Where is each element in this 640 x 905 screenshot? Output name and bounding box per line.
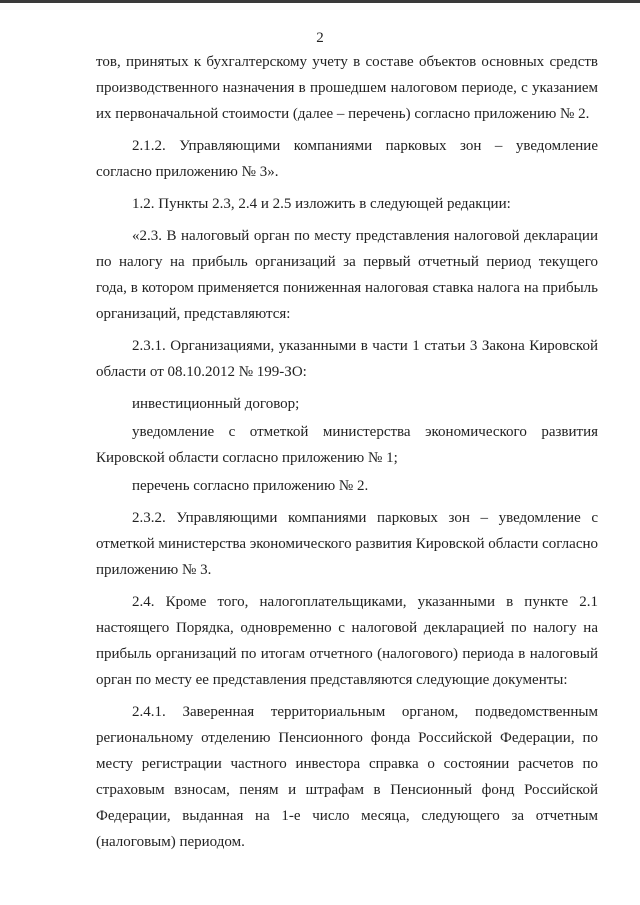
- paragraph-2-3: «2.3. В налоговый орган по месту представления налоговой декларации по налогу на прибыль организаций за первый отчетный период текущего года, в котором применяется пониженная налоговая ставка налога на прибыль организаций, представляются:: [96, 228, 598, 322]
- paragraph-1-2: 1.2. Пункты 2.3, 2.4 и 2.5 изложить в следующей редакции:: [132, 196, 511, 212]
- list-item-notification: уведомление с отметкой министерства экономического развития Кировской области согласно приложению № 1;: [96, 424, 598, 466]
- paragraph-2-4: 2.4. Кроме того, налогоплательщиками, указанными в пункте 2.1 настоящего Порядка, одновременно с налоговой декларацией по налогу на прибыль организаций по итогам отчетного (налогового) периода в налоговый орган по месту ее представления представляются следующие документы:: [96, 594, 598, 688]
- paragraph-continuation: тов, принятых к бухгалтерскому учету в составе объектов основных средств производственного назначения в прошедшем налоговом периоде, с указанием их первоначальной стоимости (далее – перечень) согласно приложению № 2.: [96, 54, 598, 122]
- document-body: [96, 49, 598, 861]
- paragraph-2-3-1: 2.3.1. Организациями, указанными в части 1 статьи 3 Закона Кировской области от 08.10.2012 № 199-ЗО:: [96, 338, 598, 380]
- paragraph-2-4-1: 2.4.1. Заверенная территориальным органом, подведомственным региональному отделению Пенсионного фонда Российской Федерации, по месту регистрации частного инвестора справка о состоянии расчетов по страховым взносам, пеням и штрафам в Пенсионный фонд Российской Федерации, выданная на 1-е число месяца, следующего за отчетным (налоговым) периодом.: [96, 704, 598, 850]
- paragraph-2-1-2: 2.1.2. Управляющими компаниями парковых зон – уведомление согласно приложению № 3».: [96, 138, 598, 180]
- scan-border-line: [0, 0, 640, 3]
- list-item-list: перечень согласно приложению № 2.: [132, 478, 369, 494]
- page-number: 2: [316, 30, 324, 46]
- paragraph-2-3-2: 2.3.2. Управляющими компаниями парковых зон – уведомление с отметкой министерства экономического развития Кировской области согласно приложению № 3.: [96, 510, 599, 578]
- list-item-investment-contract: инвестиционный договор;: [132, 396, 300, 412]
